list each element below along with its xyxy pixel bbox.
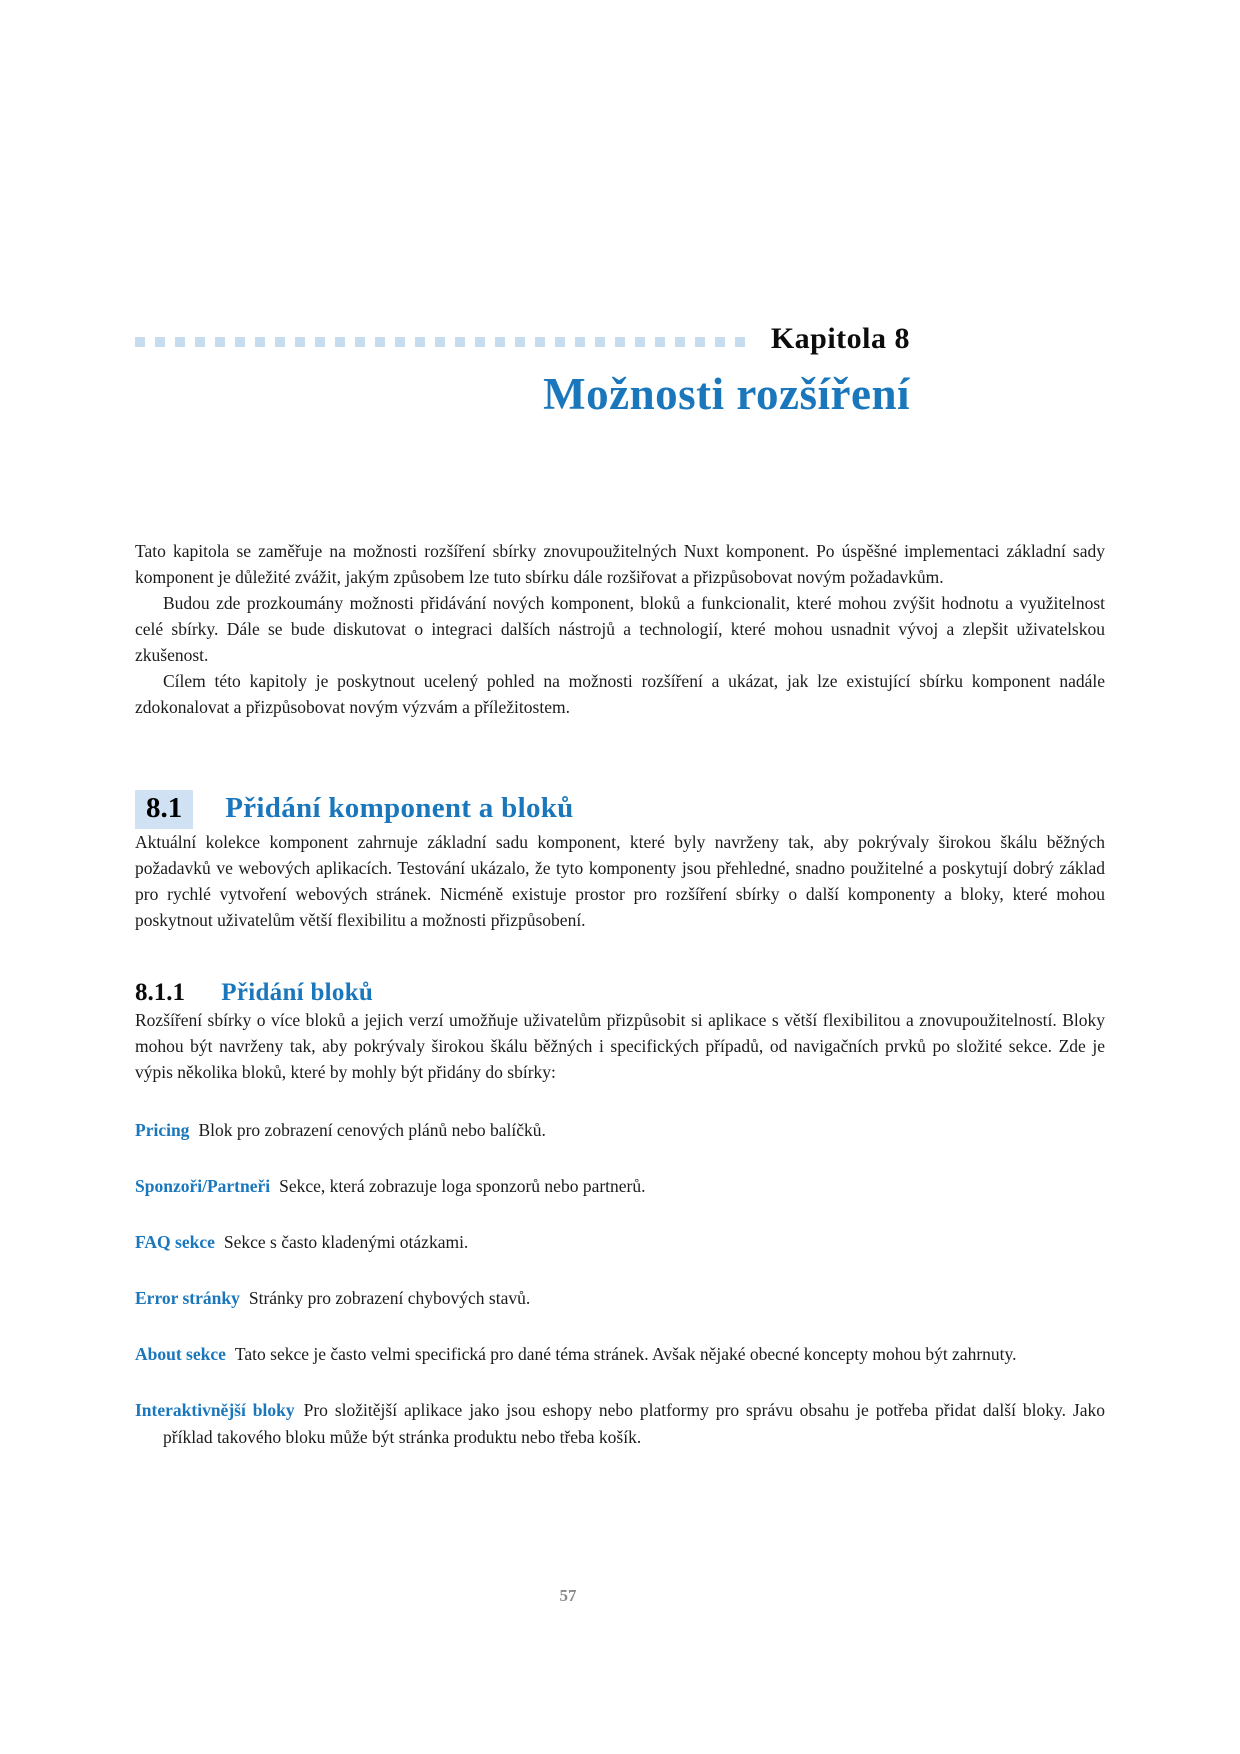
list-item-term: FAQ sekce	[135, 1232, 215, 1252]
paragraph: Rozšíření sbírky o více bloků a jejich verzí umožňuje uživatelům přizpůsobit si aplikace s větší flexibilitou a znovupoužitelností. Bloky mohou být navrženy tak, aby pokrývaly širokou škálu běžných i specifických případů, od navigačních prvků po složité sekce. Zde je výpis několika bloků, které by mohly být přidány do sbírky:	[135, 1010, 1105, 1082]
paragraph: Tato kapitola se zaměřuje na možnosti rozšíření sbírky znovupoužitelných Nuxt komponent. Po úspěšné implementaci základní sady komponent je důležité zvážit, jakým způsobem lze tuto sbírku dále rozšiřovat a přizpůsobovat novým požadavkům.	[135, 541, 1105, 587]
list-item-term: Interaktivnější bloky	[135, 1400, 295, 1420]
list-item-description: Sekce, která zobrazuje loga sponzorů nebo partnerů.	[279, 1176, 646, 1196]
paragraph: Cílem této kapitoly je poskytnout ucelený pohled na možnosti rozšíření a ukázat, jak lze existující sbírku komponent nadále zdokonalovat a přizpůsobovat novým výzvám a příležitostem.	[135, 671, 1105, 717]
section-number: 8.1	[135, 790, 193, 829]
paragraph: Budou zde prozkoumány možnosti přidávání nových komponent, bloků a funkcionalit, které mohou zvýšit hodnotu a využitelnost celé sbírky. Dále se bude diskutovat o integraci dalších nástrojů a technologií, které mohou usnadnit vývoj a zlepšit uživatelskou zkušenost.	[135, 593, 1105, 665]
list-item-term: Pricing	[135, 1120, 190, 1140]
chapter-header	[135, 0, 910, 420]
list-item-description: Pro složitější aplikace jako jsou eshopy nebo platformy pro správu obsahu je potřeba přidat další bloky. Jako příklad takového bloku může být stránka produktu nebo třeba košík.	[163, 1400, 1105, 1447]
list-item-term: Sponzoři/Partneři	[135, 1176, 271, 1196]
section-title: Přidání komponent a bloků	[225, 792, 574, 824]
chapter-header-row	[135, 322, 910, 356]
subsection-number: 8.1.1	[135, 979, 185, 1006]
section-heading	[135, 790, 1105, 829]
list-item	[135, 1117, 1105, 1144]
chapter-title: Možnosti rozšíření	[543, 369, 910, 419]
subsection-heading	[135, 979, 1105, 1007]
list-item	[135, 1229, 1105, 1256]
list-item-term: About sekce	[135, 1344, 226, 1364]
list-item	[135, 1173, 1105, 1200]
list-item-term: Error stránky	[135, 1288, 240, 1308]
list-item-description: Stránky pro zobrazení chybových stavů.	[248, 1288, 531, 1308]
list-item-description: Blok pro zobrazení cenových plánů nebo balíčků.	[198, 1120, 546, 1140]
list-item	[135, 1285, 1105, 1312]
chapter-dotted-line	[135, 337, 747, 347]
subsection-title: Přidání bloků	[221, 979, 374, 1006]
list-item	[135, 1397, 1105, 1451]
block-description-list	[135, 1117, 1105, 1451]
list-item	[135, 1341, 1105, 1368]
list-item-description: Sekce s často kladenými otázkami.	[223, 1232, 469, 1252]
list-item-description: Tato sekce je často velmi specifická pro dané téma stránek. Avšak nějaké obecné koncepty mohou být zahrnuty.	[234, 1344, 1017, 1364]
text-block	[135, 0, 1105, 1480]
chapter-label: Kapitola 8	[770, 322, 910, 355]
page-number: 57	[559, 1586, 577, 1605]
intro-paragraphs	[135, 538, 1105, 720]
paragraph: Aktuální kolekce komponent zahrnuje základní sadu komponent, které byly navrženy tak, aby pokrývaly širokou škálu běžných požadavků ve webových aplikacích. Testování ukázalo, že tyto komponenty jsou přehledné, snadno použitelné a poskytují dobrý základ pro rychlé vytvoření webových stránek. Nicméně existuje prostor pro rozšíření sbírky o další komponenty a bloky, které mohou poskytnout uživatelům větší flexibilitu a možnosti přizpůsobení.	[135, 832, 1105, 930]
